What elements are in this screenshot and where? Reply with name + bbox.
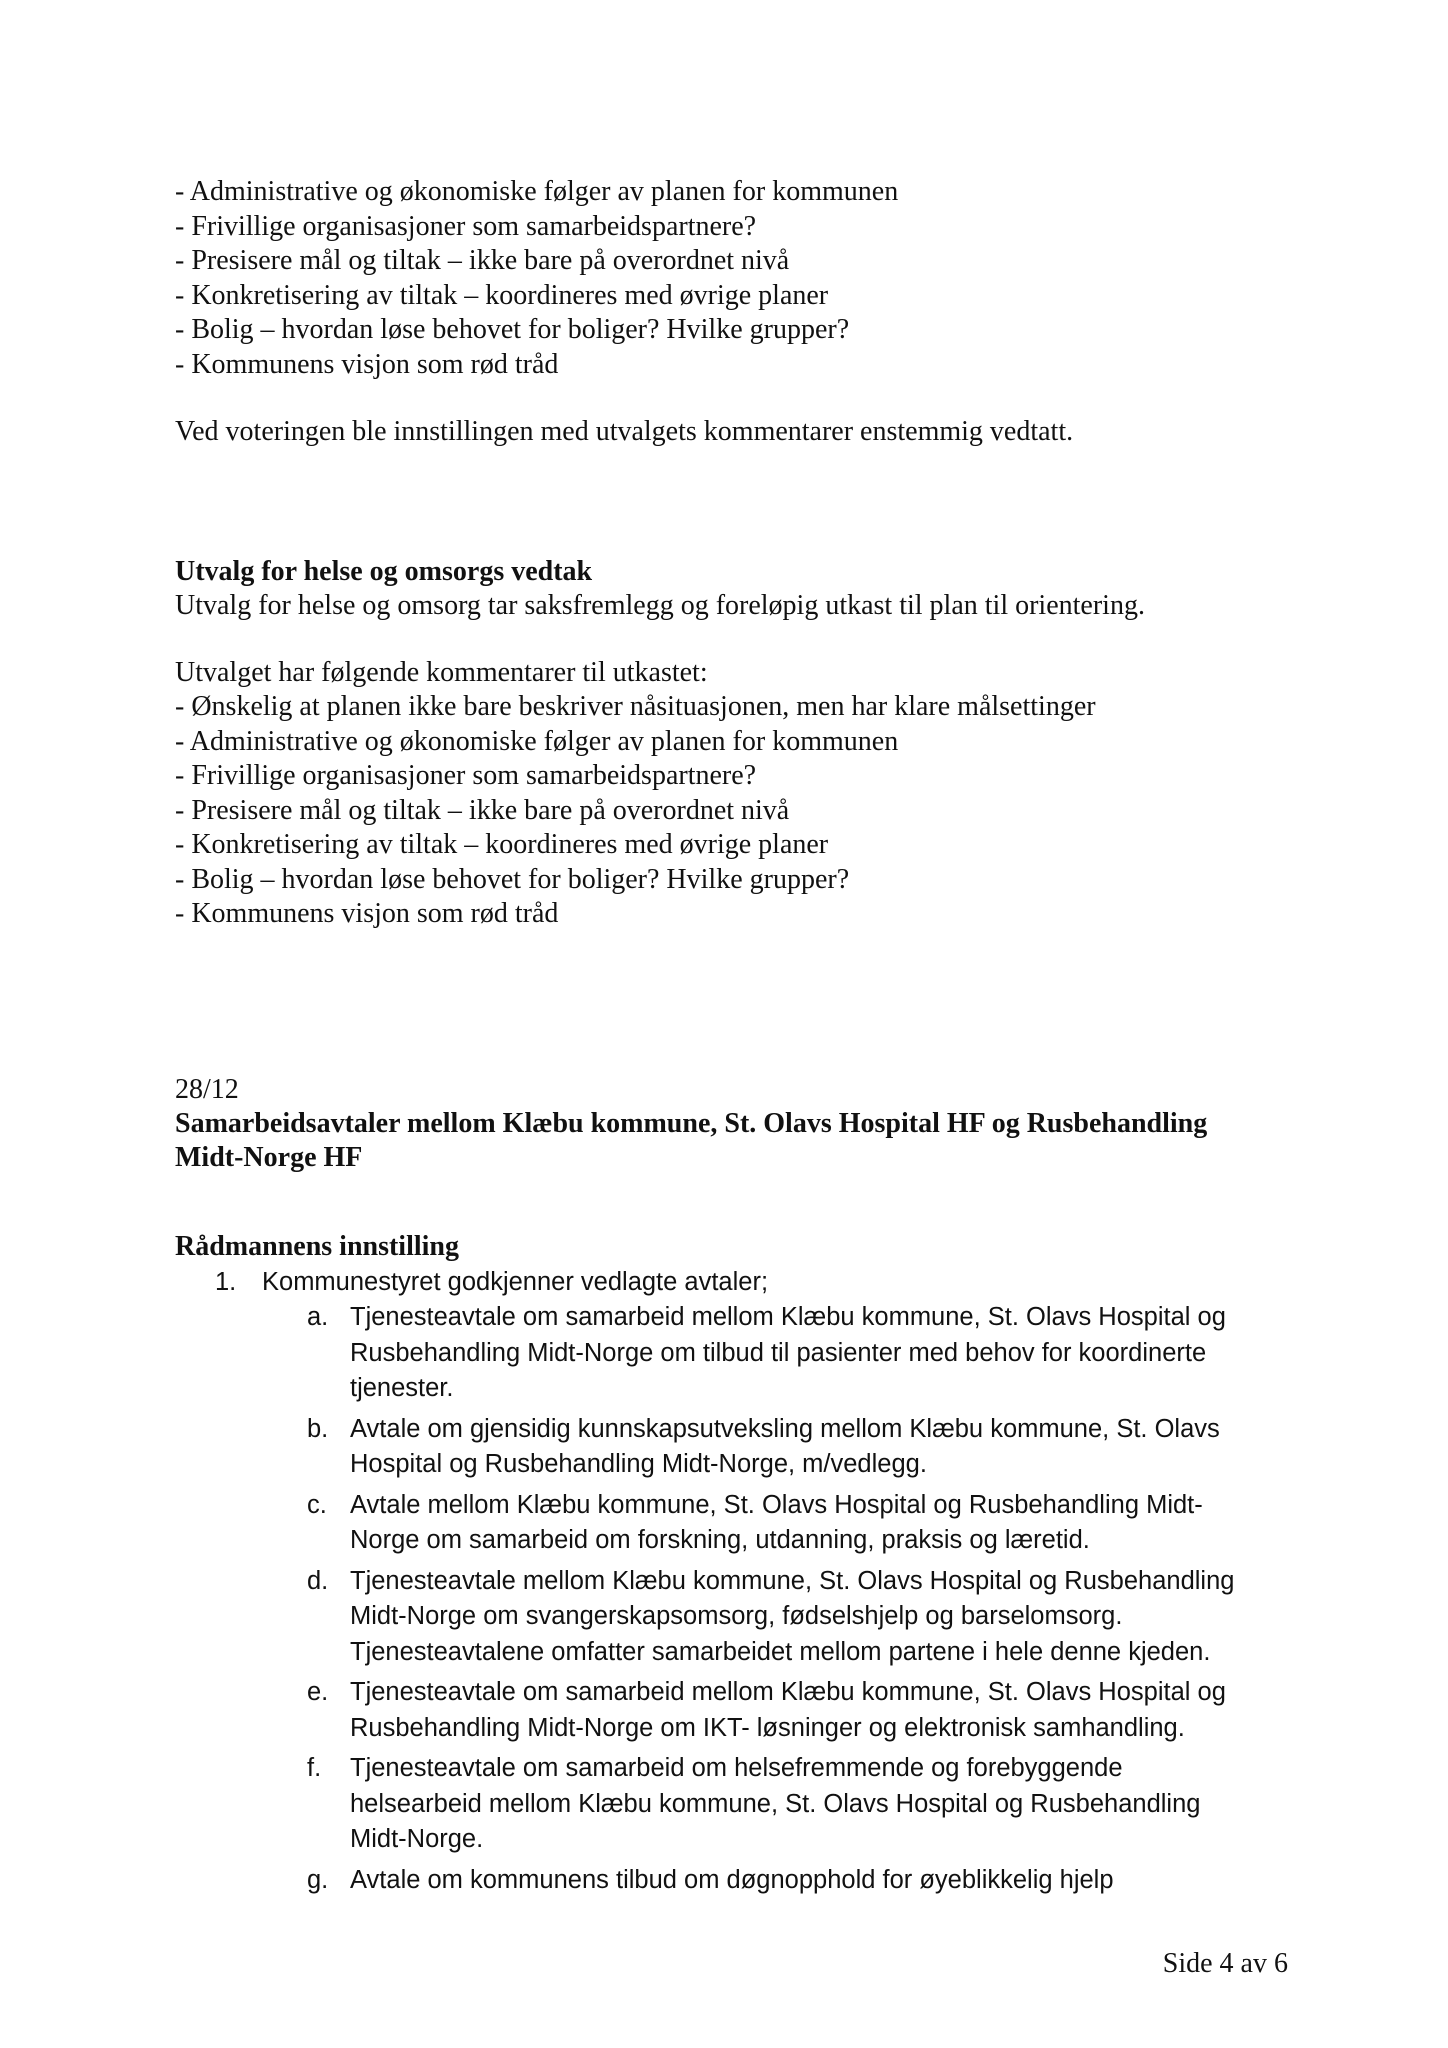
agreement-item-c bbox=[175, 1488, 1325, 1559]
item-text bbox=[350, 1751, 1310, 1858]
item-text: Kommunestyret godkjenner vedlagte avtaler; bbox=[262, 1268, 769, 1296]
item-letter: g. bbox=[307, 1865, 329, 1894]
list-item: - Bolig – hvordan løse behovet for boliger? Hvilke grupper? bbox=[175, 863, 850, 895]
item-letter: a. bbox=[307, 1303, 329, 1331]
item-line: Norge om samarbeid om forskning, utdanning, praksis og læretid. bbox=[350, 1526, 1090, 1554]
agreement-list bbox=[175, 1300, 1325, 1898]
agreement-item-e bbox=[175, 1675, 1325, 1746]
item-text bbox=[350, 1412, 1310, 1483]
list-item: - Konkretisering av tiltak – koordineres med øvrige planer bbox=[175, 279, 829, 311]
vote-statement: Ved voteringen ble innstillingen med utvalgets kommentarer enstemmig vedtatt. bbox=[175, 416, 1074, 447]
page-number: Side 4 av 6 bbox=[1162, 1948, 1288, 1979]
item-letter: b. bbox=[307, 1414, 329, 1443]
item-text bbox=[350, 1564, 1310, 1671]
item-line: Midt-Norge. bbox=[350, 1825, 484, 1853]
item-text bbox=[350, 1300, 1310, 1407]
case-title-line-1: Samarbeidsavtaler mellom Klæbu kommune, St. Olavs Hospital HF og Rusbehandling bbox=[175, 1108, 1208, 1139]
list-item: - Administrative og økonomiske følger av planen for kommunen bbox=[175, 176, 899, 207]
item-letter: c. bbox=[307, 1490, 327, 1519]
item-line: Hospital og Rusbehandling Midt-Norge, m/vedlegg. bbox=[350, 1450, 927, 1478]
list-item: - Bolig – hvordan løse behovet for boliger? Hvilke grupper? bbox=[175, 314, 850, 345]
numbered-item bbox=[175, 1264, 1325, 1300]
case-title-line-2: Midt-Norge HF bbox=[175, 1142, 363, 1173]
item-line: Rusbehandling Midt-Norge om tilbud til pasienter med behov for koordinerte bbox=[350, 1338, 1207, 1367]
list-item: - Ønskelig at planen ikke bare beskriver nåsituasjonen, men har klare målsettinger bbox=[175, 691, 1096, 722]
innstilling-heading: Rådmannens innstilling bbox=[175, 1231, 459, 1262]
item-line: Tjenesteavtale mellom Klæbu kommune, St. Olavs Hospital og Rusbehandling bbox=[350, 1566, 1235, 1595]
list-item: - Frivillige organisasjoner som samarbeidspartnere? bbox=[175, 210, 757, 242]
item-line: helsearbeid mellom Klæbu kommune, St. Olavs Hospital og Rusbehandling bbox=[350, 1789, 1201, 1818]
agreement-item-f bbox=[175, 1751, 1325, 1858]
item-letter: e. bbox=[307, 1678, 329, 1706]
item-line: Tjenesteavtalene omfatter samarbeidet mellom partene i hele denne kjeden. bbox=[350, 1637, 1211, 1666]
item-letter: f. bbox=[307, 1754, 322, 1782]
list-item: - Administrative og økonomiske følger av planen for kommunen bbox=[175, 725, 899, 757]
helse-comment-list bbox=[175, 690, 1096, 932]
section-heading: Utvalg for helse og omsorgs vedtak bbox=[175, 556, 593, 587]
item-line: Midt-Norge om svangerskapsomsorg, fødselshjelp og barselomsorg. bbox=[350, 1602, 1123, 1630]
item-line: Tjenesteavtale om samarbeid om helsefremmende og forebyggende bbox=[350, 1754, 1123, 1782]
item-line: Avtale mellom Klæbu kommune, St. Olavs Hospital og Rusbehandling Midt- bbox=[350, 1490, 1203, 1519]
item-text bbox=[350, 1675, 1310, 1746]
item-line: Avtale om kommunens tilbud om døgnopphold for øyeblikkelig hjelp bbox=[350, 1865, 1114, 1894]
case-number: 28/12 bbox=[175, 1074, 239, 1105]
item-line: Tjenesteavtale om samarbeid mellom Klæbu kommune, St. Olavs Hospital og bbox=[350, 1303, 1226, 1331]
list-item: - Presisere mål og tiltak – ikke bare på overordnet nivå bbox=[175, 245, 790, 276]
item-letter: d. bbox=[307, 1566, 329, 1595]
list-item: - Konkretisering av tiltak – koordineres med øvrige planer bbox=[175, 829, 829, 860]
innstilling-block bbox=[175, 1230, 1325, 1903]
item-text bbox=[350, 1488, 1310, 1559]
list-item: - Presisere mål og tiltak – ikke bare på overordnet nivå bbox=[175, 794, 790, 826]
agreement-item-a bbox=[175, 1300, 1325, 1407]
item-line: Tjenesteavtale om samarbeid mellom Klæbu kommune, St. Olavs Hospital og bbox=[350, 1678, 1226, 1706]
agreement-item-g bbox=[175, 1863, 1325, 1899]
top-comment-list bbox=[175, 175, 898, 382]
section-intro: Utvalg for helse og omsorg tar saksfremlegg og foreløpig utkast til plan til orientering. bbox=[175, 590, 1145, 621]
item-line: Avtale om gjensidig kunnskapsutveksling mellom Klæbu kommune, St. Olavs bbox=[350, 1414, 1220, 1443]
item-line: Rusbehandling Midt-Norge om IKT- løsninger og elektronisk samhandling. bbox=[350, 1713, 1185, 1742]
comments-heading: Utvalget har følgende kommentarer til utkastet: bbox=[175, 657, 708, 688]
item-text bbox=[350, 1863, 1310, 1899]
item-line: tjenester. bbox=[350, 1374, 454, 1402]
agreement-item-d bbox=[175, 1564, 1325, 1671]
agreement-item-b bbox=[175, 1412, 1325, 1483]
item-number: 1. bbox=[215, 1268, 237, 1296]
list-item: - Kommunens visjon som rød tråd bbox=[175, 898, 559, 929]
list-item: - Frivillige organisasjoner som samarbeidspartnere? bbox=[175, 760, 757, 791]
list-item: - Kommunens visjon som rød tråd bbox=[175, 348, 559, 380]
